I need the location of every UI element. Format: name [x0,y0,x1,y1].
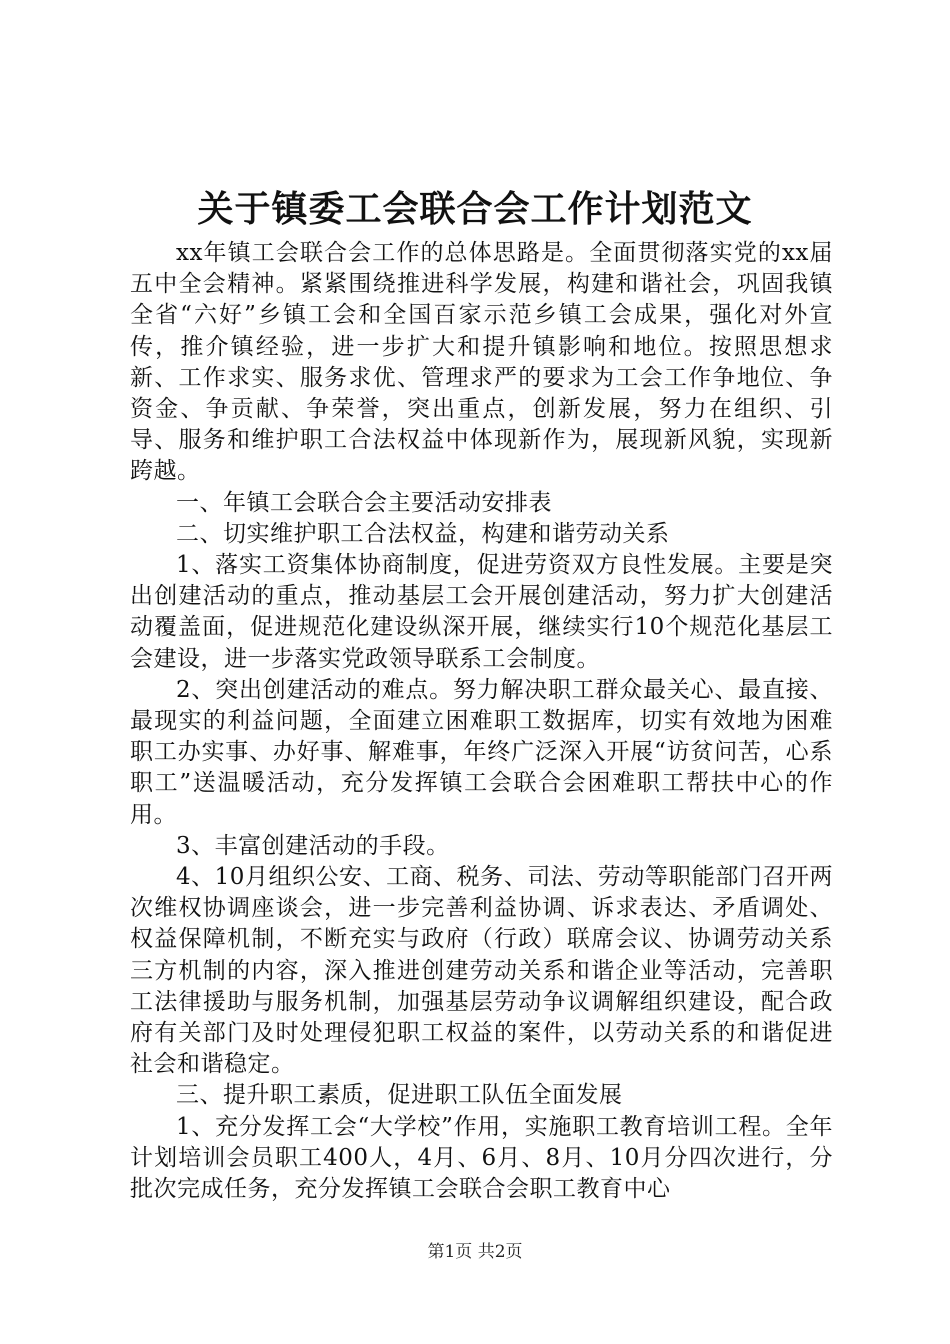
paragraph-item-2-4: 4、10月组织公安、工商、税务、司法、劳动等职能部门召开两次维权协调座谈会，进一步完善利益协调、诉求表达、矛盾调处、权益保障机制，不断充实与政府（行政）联席会议、协调劳动关系三方机制的内容，深入推进创建劳动关系和谐企业等活动，完善职工法律援助与服务机制，加强基层劳动争议调解组织建设，配合政府有关部门及时处理侵犯职工权益的案件，以劳动关系的和谐促进社会和谐稳定。 [130,864,833,1078]
document-title: 关于镇委工会联合会工作计划范文 [197,188,753,230]
page-number-footer: 第1页 共2页 [427,1242,523,1262]
paragraph-item-2-3: 3、丰富创建活动的手段。 [176,832,450,859]
paragraph-item-3-1: 1、充分发挥工会“大学校”作用，实施职工教育培训工程。全年计划培训会员职工400人，4月、6月、8月、10月分四次进行，分批次完成任务，充分发挥镇工会联合会职工教育中心 [130,1113,833,1203]
document-body [130,238,833,1205]
paragraph-item-2-1: 1、落实工资集体协商制度，促进劳资双方良性发展。主要是突出创建活动的重点，推动基层工会开展创建活动，努力扩大创建活动覆盖面，促进规范化建设纵深开展，继续实行10个规范化基层工会建设，进一步落实党政领导联系工会制度。 [130,552,833,672]
paragraph-item-2-2: 2、突出创建活动的难点。努力解决职工群众最关心、最直接、最现实的利益问题，全面建立困难职工数据库，切实有效地为困难职工办实事、办好事、解难事，年终广泛深入开展“访贫问苦，心系职工”送温暖活动，充分发挥镇工会联合会困难职工帮扶中心的作用。 [130,676,833,828]
heading-section-2: 二、切实维护职工合法权益，构建和谐劳动关系 [176,520,670,547]
heading-section-1: 一、年镇工会联合会主要活动安排表 [176,489,552,516]
paragraph-overview: xx年镇工会联合会工作的总体思路是。全面贯彻落实党的xx届五中全会精神。紧紧围绕推进科学发展，构建和谐社会，巩固我镇全省“六好”乡镇工会和全国百家示范乡镇工会成果，强化对外宣传，推介镇经验，进一步扩大和提升镇影响和地位。按照思想求新、工作求实、服务求优、管理求严的要求为工会工作争地位、争资金、争贡献、争荣誉，突出重点，创新发展，努力在组织、引导、服务和维护职工合法权益中体现新作为，展现新风貌，实现新跨越。 [130,240,833,485]
heading-section-3: 三、提升职工素质，促进职工队伍全面发展 [176,1082,623,1109]
